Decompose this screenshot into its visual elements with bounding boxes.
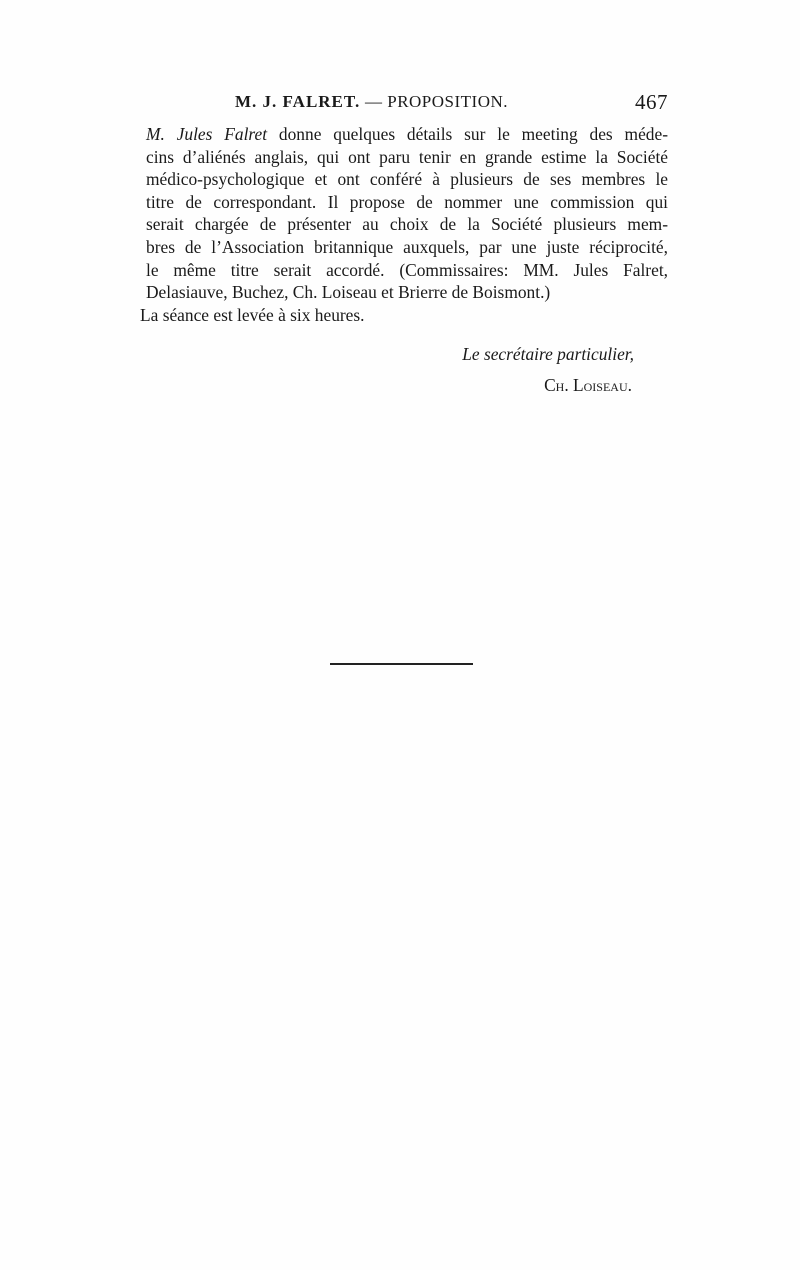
page-number: 467 [635,90,668,114]
text-line: serait chargée de présenter au choix de la Société plusieurs mem- [146,214,668,235]
header-dash: — [364,92,383,111]
paragraph-falret-proposal [140,123,668,304]
running-header [140,92,668,116]
text-line: le même titre serait accordé. (Commissaires: MM. Jules Falret, [146,259,668,280]
signature-name: Ch. Loiseau. [544,375,632,395]
header-title [235,92,508,112]
text-line: bres de l’Association britannique auxquels, par une juste réciprocité, [146,236,668,257]
text-line: cins d’aliénés anglais, qui ont paru tenir en grande estime la Société [146,146,668,167]
body-text [140,123,668,326]
header-section: PROPOSITION. [387,92,509,111]
end-rule-divider [330,663,473,665]
paragraph-session-closed: La séance est levée à six heures. [140,304,365,325]
text-line: M. Jules Falret donne quelques détails sur le meeting des méde- [146,124,668,144]
header-author: M. J. FALRET. [235,92,361,111]
text-line: médico-psychologique et ont conféré à plusieurs de ses membres le [146,169,668,190]
signature-role: Le secrétaire particulier, [462,344,634,364]
text-line: Delasiauve, Buchez, Ch. Loiseau et Brierre de Boismont.) [146,282,551,303]
text-line: titre de correspondant. Il propose de nommer une commission qui [146,191,668,212]
speaker-name: M. Jules Falret [146,124,268,144]
